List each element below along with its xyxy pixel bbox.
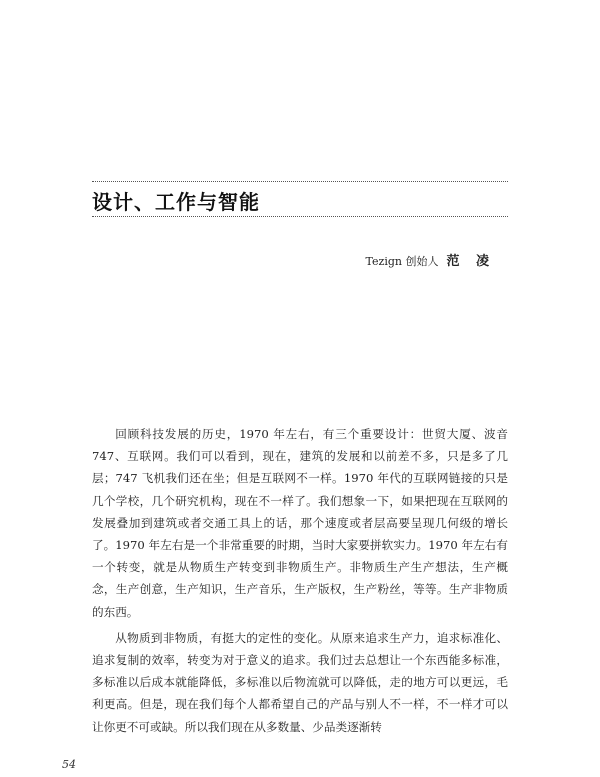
paragraph: 回顾科技发展的历史，1970 年左右，有三个重要设计：世贸大厦、波音 747、互联网。我们可以看到，现在，建筑的发展和以前差不多，只是多了几层；747 飞机我们还在坐；但是互联网不一样。1970 年代的互联网链接的只是几个学校，几个研究机构，现在不一样了。我们想象一下，如果把现在互联网的发展叠加到建筑或者交通工具上的话，那个速度或者层高要呈现几何级的增长了。1970 年左右是一个非常重要的时期，当时大家要拼软实力。1970 年左右有一个转变，就是从物质生产转变到非物质生产。非物质生产生产想法，生产概念，生产创意，生产知识，生产音乐，生产版权，生产粉丝，等等。生产非物质的东西。: [92, 427, 508, 619]
rule-top: [92, 181, 508, 182]
article-body: [92, 423, 508, 742]
article-title: 设计、工作与智能: [92, 190, 260, 214]
author-role: Tezign 创始人: [365, 255, 439, 268]
byline: [366, 250, 495, 269]
rule-bottom: [92, 216, 508, 217]
author-name: 范 凌: [446, 254, 495, 269]
page-number: 54: [62, 758, 76, 771]
paragraph: 从物质到非物质，有挺大的定性的变化。从原来追求生产力，追求标准化、追求复制的效率，转变为对于意义的追求。我们过去总想让一个东西能多标准，多标准以后成本就能降低，多标准以后物流就可以降低，走的地方可以更远，毛利更高。但是，现在我们每个人都希望自己的产品与别人不一样，不一样才可以让你更不可或缺。所以我们现在从多数量、少品类逐渐转: [92, 630, 508, 734]
